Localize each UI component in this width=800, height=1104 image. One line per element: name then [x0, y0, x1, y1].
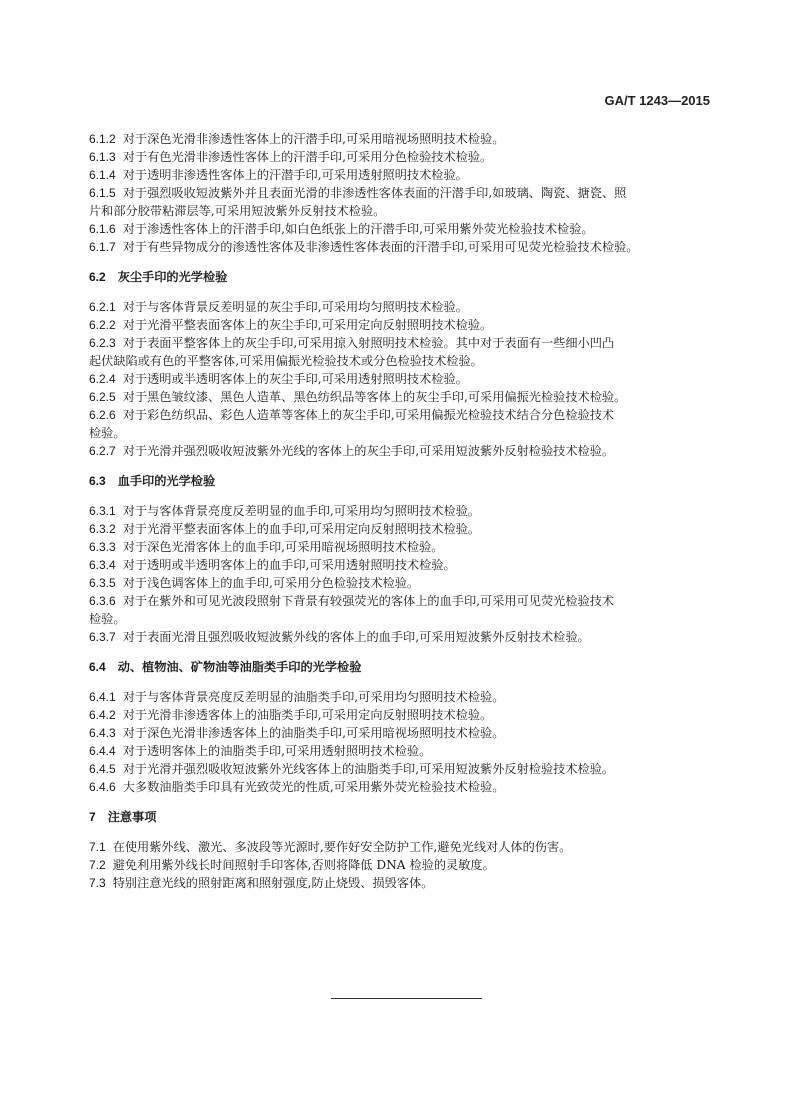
clause-line [89, 424, 715, 442]
clause-number: 6.2.1 [89, 300, 116, 314]
section-number: 6.2 [89, 270, 106, 284]
clause [89, 628, 715, 646]
section-heading [89, 472, 715, 490]
clause-text: 对于透明或半透明客体上的灰尘手印,可采用透射照明技术检验。 [122, 372, 468, 386]
clause [89, 220, 715, 238]
clause-text: 对于渗透性客体上的汗潜手印,如白色纸张上的汗潜手印,可采用紫外荧光检验技术检验。 [122, 222, 594, 236]
clause-line [89, 760, 715, 778]
clause-line [89, 742, 715, 760]
clause-number: 6.1.6 [89, 222, 116, 236]
section-number: 7 [89, 810, 96, 824]
clause-number: 6.2.7 [89, 444, 116, 458]
clause-number: 6.4.1 [89, 690, 116, 704]
clause [89, 742, 715, 760]
section-heading [89, 268, 715, 286]
section-title: 血手印的光学检验 [117, 474, 216, 488]
clause [89, 406, 715, 442]
clause [89, 724, 715, 742]
clause-text: 大多数油脂类手印具有光致荧光的性质,可采用紫外荧光检验技术检验。 [122, 780, 505, 794]
clause [89, 334, 715, 370]
clause-text: 在使用紫外线、激光、多波段等光源时,要作好安全防护工作,避免光线对人体的伤害。 [112, 840, 572, 854]
clause-text: 对于彩色纺织品、彩色人造革等客体上的灰尘手印,可采用偏振光检验技术结合分色检验技术 [122, 408, 615, 422]
clause-line [89, 220, 715, 238]
clause-line [89, 520, 715, 538]
clause-line [89, 556, 715, 574]
clause [89, 592, 715, 628]
clause-number: 6.3.1 [89, 504, 116, 518]
clause [89, 706, 715, 724]
clause-line [89, 370, 715, 388]
clause-text: 对于光滑并强烈吸收短波紫外光线的客体上的灰尘手印,可采用短波紫外反射检验技术检验。 [122, 444, 615, 458]
clause-line [89, 838, 715, 856]
clause [89, 316, 715, 334]
clause-line [89, 724, 715, 742]
clause-line [89, 406, 715, 424]
section-title: 动、植物油、矿物油等油脂类手印的光学检验 [117, 660, 362, 674]
clause-text: 对于透明非渗透性客体上的汗潜手印,可采用透射照明技术检验。 [122, 168, 468, 182]
clause-line [89, 592, 715, 610]
clause [89, 760, 715, 778]
clause-text: 对于光滑平整表面客体上的血手印,可采用定向反射照明技术检验。 [122, 522, 481, 536]
clause-number: 6.3.7 [89, 630, 116, 644]
clause-text: 对于深色光滑非渗透性客体上的汗潜手印,可采用暗视场照明技术检验。 [122, 132, 505, 146]
clause-line [89, 574, 715, 592]
document-code: GA/T 1243—2015 [604, 93, 710, 108]
clause-text: 避免利用紫外线长时间照射手印客体,否则将降低 DNA 检验的灵敏度。 [112, 858, 495, 872]
clause-line [89, 184, 715, 202]
end-rule [331, 998, 482, 999]
clause-line [89, 856, 715, 874]
clause [89, 370, 715, 388]
clause [89, 778, 715, 796]
clause-line [89, 874, 715, 892]
clause-number: 7.3 [89, 876, 106, 890]
clause-number: 6.1.4 [89, 168, 116, 182]
clause-text: 对于深色光滑客体上的血手印,可采用暗视场照明技术检验。 [122, 540, 444, 554]
clause [89, 184, 715, 220]
clause [89, 838, 715, 856]
clause-number: 6.4.2 [89, 708, 116, 722]
clause-line [89, 316, 715, 334]
clause-text: 对于光滑非渗透客体上的油脂类手印,可采用定向反射照明技术检验。 [122, 708, 493, 722]
clause-line [89, 130, 715, 148]
section-heading [89, 658, 715, 676]
clause-number: 6.3.4 [89, 558, 116, 572]
clause-number: 7.1 [89, 840, 106, 854]
clause-number: 6.1.7 [89, 240, 116, 254]
clause-text: 对于透明客体上的油脂类手印,可采用透射照明技术检验。 [122, 744, 432, 758]
clause-text: 对于表面光滑且强烈吸收短波紫外线的客体上的血手印,可采用短波紫外反射技术检验。 [122, 630, 590, 644]
clause-line [89, 538, 715, 556]
clause-number: 6.3.5 [89, 576, 116, 590]
clause-text: 对于有色光滑非渗透性客体上的汗潜手印,可采用分色检验技术检验。 [122, 150, 493, 164]
clause [89, 442, 715, 460]
clause-text: 起伏缺陷或有色的平整客体,可采用偏振光检验技术或分色检验技术检验。 [89, 354, 483, 368]
clause [89, 130, 715, 148]
clause [89, 688, 715, 706]
clause-text: 对于光滑平整表面客体上的灰尘手印,可采用定向反射照明技术检验。 [122, 318, 493, 332]
clause-text: 对于有些异物成分的渗透性客体及非渗透性客体表面的汗潜手印,可采用可见荧光检验技术检验。 [122, 240, 639, 254]
clause-number: 6.1.3 [89, 150, 116, 164]
clause-line [89, 298, 715, 316]
section-heading [89, 808, 715, 826]
clause-line [89, 352, 715, 370]
clause-line [89, 442, 715, 460]
clause [89, 874, 715, 892]
clause-text: 对于与客体背景反差明显的灰尘手印,可采用均匀照明技术检验。 [122, 300, 468, 314]
clause-line [89, 778, 715, 796]
clause-number: 6.4.5 [89, 762, 116, 776]
clause-text: 对于与客体背景亮度反差明显的油脂类手印,可采用均匀照明技术检验。 [122, 690, 505, 704]
clause-text: 检验。 [89, 426, 126, 440]
clause-number: 6.2.5 [89, 390, 116, 404]
clause [89, 166, 715, 184]
clause-number: 6.3.3 [89, 540, 116, 554]
clause-number: 6.2.2 [89, 318, 116, 332]
clause-number: 7.2 [89, 858, 106, 872]
clause-line [89, 610, 715, 628]
clause-text: 片和部分胶带粘滞层等,可采用短波紫外反射技术检验。 [89, 204, 386, 218]
clause-line [89, 166, 715, 184]
section-title: 注意事项 [107, 810, 157, 824]
clause-number: 6.1.5 [89, 186, 116, 200]
clause-text: 对于黑色皱纹漆、黑色人造革、黑色纺织品等客体上的灰尘手印,可采用偏振光检验技术检验。 [122, 390, 627, 404]
document-body [89, 130, 715, 892]
clause [89, 502, 715, 520]
clause-line [89, 238, 715, 256]
clause-text: 特别注意光线的照射距离和照射强度,防止烧毁、损毁客体。 [112, 876, 434, 890]
section-number: 6.4 [89, 660, 106, 674]
clause-line [89, 628, 715, 646]
clause-text: 对于光滑并强烈吸收短波紫外光线客体上的油脂类手印,可采用短波紫外反射检验技术检验。 [122, 762, 615, 776]
clause-line [89, 502, 715, 520]
clause-text: 对于与客体背景亮度反差明显的血手印,可采用均匀照明技术检验。 [122, 504, 481, 518]
clause-number: 6.2.3 [89, 336, 116, 350]
clause-line [89, 706, 715, 724]
clause [89, 298, 715, 316]
clause-number: 6.1.2 [89, 132, 116, 146]
clause [89, 148, 715, 166]
clause-text: 对于浅色调客体上的血手印,可采用分色检验技术检验。 [122, 576, 420, 590]
clause-text: 对于强烈吸收短波紫外并且表面光滑的非渗透性客体表面的汗潜手印,如玻璃、陶瓷、搪瓷、照 [122, 186, 627, 200]
clause [89, 520, 715, 538]
clause-line [89, 334, 715, 352]
clause-number: 6.4.6 [89, 780, 116, 794]
clause-text: 检验。 [89, 612, 126, 626]
clause-text: 对于深色光滑非渗透客体上的油脂类手印,可采用暗视场照明技术检验。 [122, 726, 505, 740]
clause-text: 对于在紫外和可见光波段照射下背景有较强荧光的客体上的血手印,可采用可见荧光检验技术 [122, 594, 615, 608]
clause [89, 574, 715, 592]
clause [89, 388, 715, 406]
clause-text: 对于透明或半透明客体上的血手印,可采用透射照明技术检验。 [122, 558, 456, 572]
section-number: 6.3 [89, 474, 106, 488]
clause-number: 6.3.2 [89, 522, 116, 536]
clause-number: 6.2.4 [89, 372, 116, 386]
clause-number: 6.4.3 [89, 726, 116, 740]
clause-line [89, 148, 715, 166]
clause [89, 856, 715, 874]
clause-line [89, 388, 715, 406]
clause [89, 556, 715, 574]
section-title: 灰尘手印的光学检验 [117, 270, 228, 284]
clause-text: 对于表面平整客体上的灰尘手印,可采用掠入射照明技术检验。其中对于表面有一些细小凹凸 [122, 336, 615, 350]
clause-number: 6.4.4 [89, 744, 116, 758]
clause-line [89, 202, 715, 220]
clause-number: 6.3.6 [89, 594, 116, 608]
clause [89, 238, 715, 256]
clause-number: 6.2.6 [89, 408, 116, 422]
clause-line [89, 688, 715, 706]
clause [89, 538, 715, 556]
